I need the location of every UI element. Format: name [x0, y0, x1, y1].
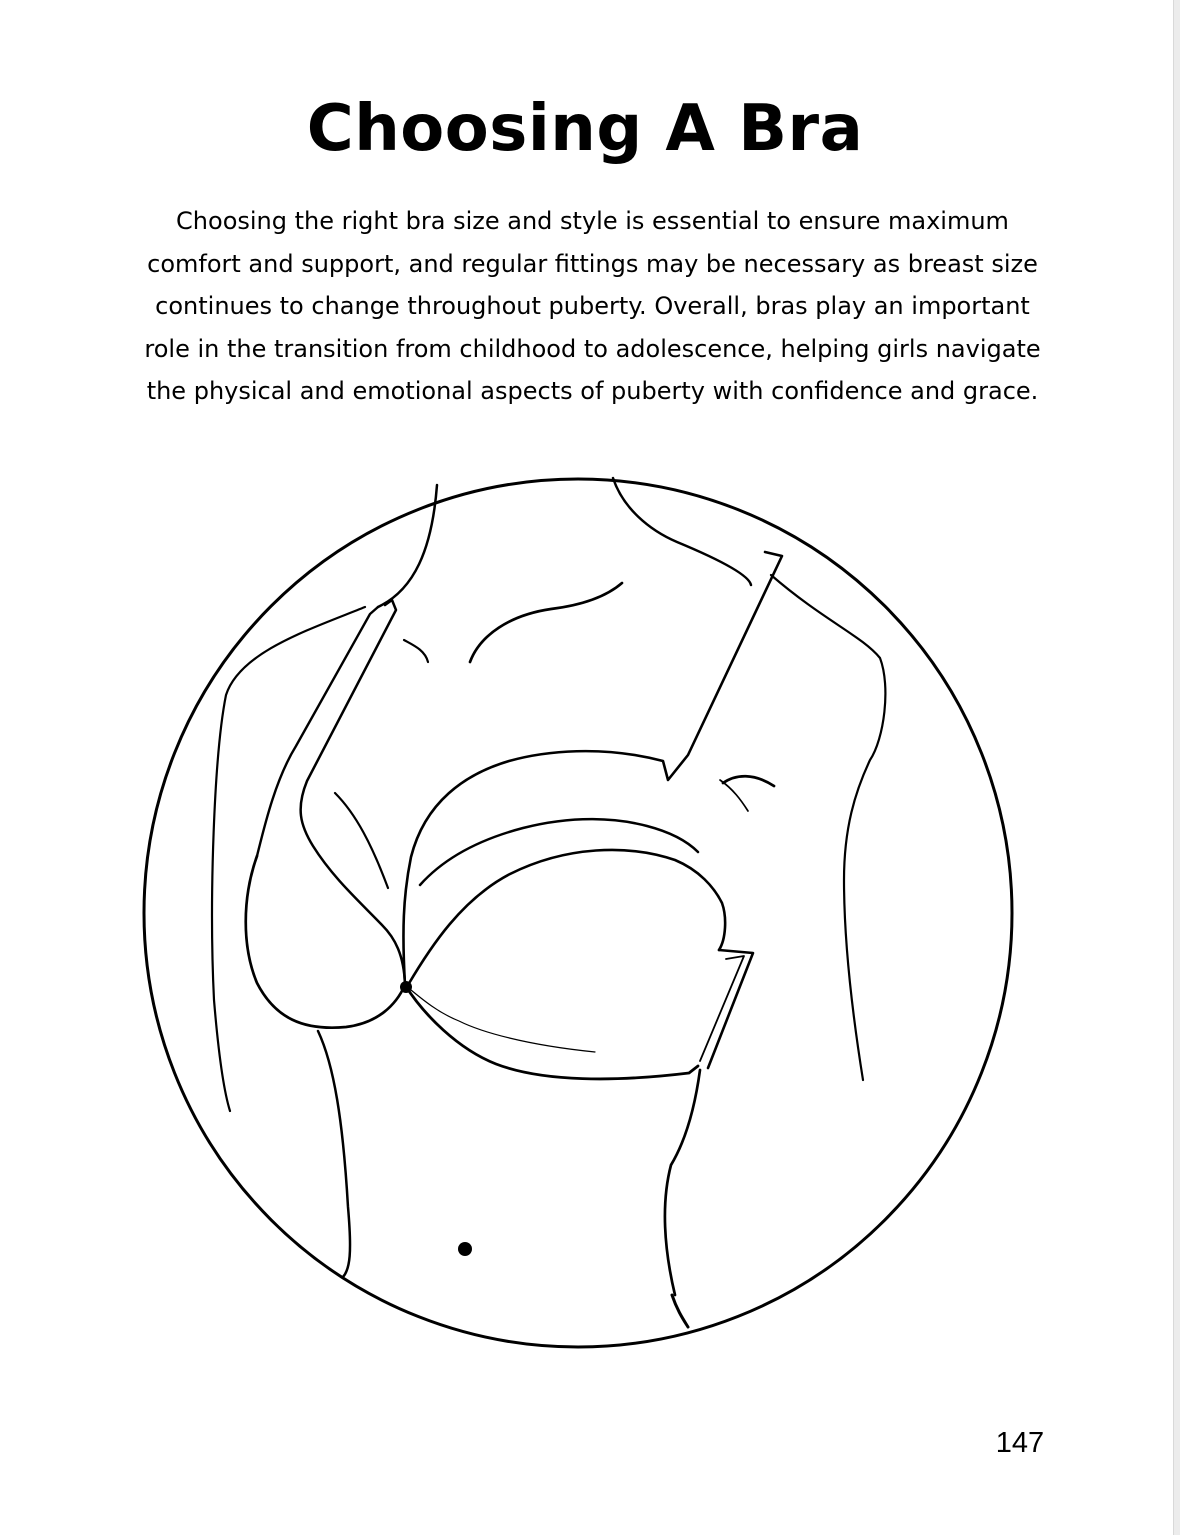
left-neck-line: [378, 485, 437, 607]
left-collarbone: [470, 583, 622, 662]
right-arm-fold: [720, 780, 748, 811]
frame-circle: [144, 479, 1012, 1347]
left-breast-curve: [335, 793, 388, 888]
right-torso-line: [665, 1070, 700, 1295]
right-neck-line: [613, 478, 751, 585]
band-lower-edge: [405, 985, 698, 1079]
left-strap: [301, 600, 405, 985]
left-torso-line: [318, 1031, 350, 1277]
band-inner-edge: [405, 985, 595, 1052]
page-title: Choosing A Bra: [306, 91, 864, 166]
page-number: 147: [995, 1427, 1045, 1459]
left-strap-inner: [257, 607, 378, 856]
right-collarbone-shadow: [723, 776, 774, 786]
right-cup-outline: [408, 850, 725, 985]
left-shoulder-shadow: [404, 640, 428, 662]
right-band-hook-inner: [700, 956, 744, 1061]
line-art: [144, 478, 1012, 1347]
left-cup-outline: [246, 856, 405, 1028]
body-paragraph: Choosing the right bra size and style is essential to ensure maximum comfort and support, and regular fittings may be necessary as breast size continues to change throughout puberty. Overall, bras play an important role in the transition from childhood to adolescence, helping girls navigate the physical and emotional aspects of puberty with confidence and grace.: [144, 207, 1041, 406]
left-arm-outer: [212, 607, 365, 1111]
right-band-hook: [708, 950, 753, 1068]
center-gore-dot: [400, 981, 412, 993]
navel-dot: [458, 1242, 472, 1256]
right-torso-bottom: [672, 1295, 688, 1327]
right-cup-top: [420, 819, 698, 885]
right-arm-outer: [771, 575, 885, 1080]
